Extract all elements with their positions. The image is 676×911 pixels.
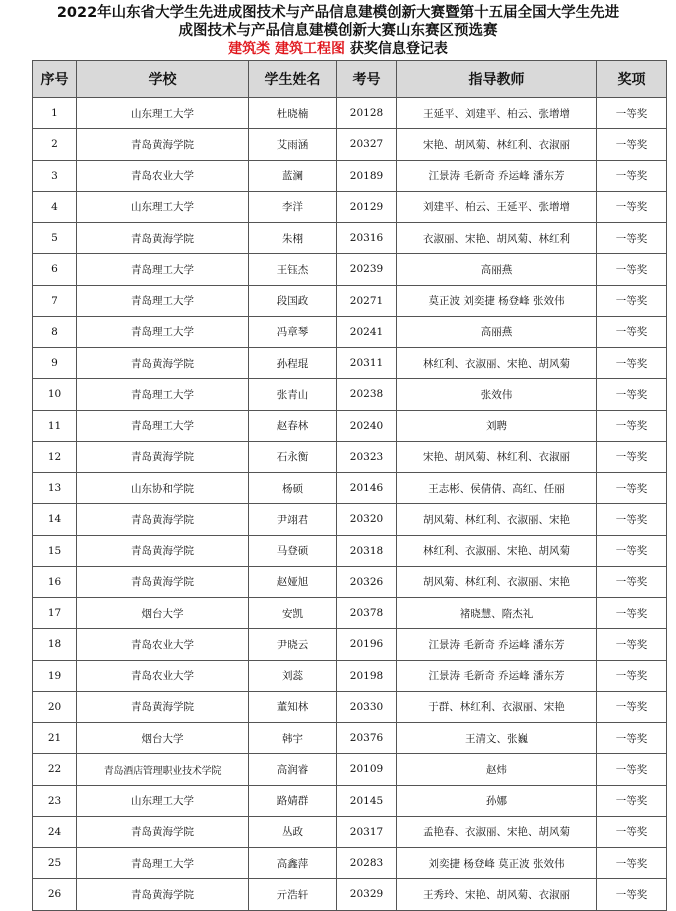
cell-student: 赵娅旭 (249, 566, 337, 597)
cell-index: 17 (33, 598, 77, 629)
cell-exam-no: 20316 (337, 223, 397, 254)
cell-index: 15 (33, 535, 77, 566)
cell-school: 山东理工大学 (77, 98, 249, 129)
cell-student: 丛政 (249, 816, 337, 847)
cell-advisors: 林红利、衣淑丽、宋艳、胡风菊 (397, 348, 597, 379)
cell-student: 高润睿 (249, 754, 337, 785)
cell-award: 一等奖 (597, 441, 667, 472)
cell-exam-no: 20239 (337, 254, 397, 285)
cell-student: 李洋 (249, 191, 337, 222)
cell-index: 8 (33, 316, 77, 347)
cell-school: 青岛酒店管理职业技术学院 (77, 754, 249, 785)
cell-exam-no: 20198 (337, 660, 397, 691)
table-row (33, 379, 667, 410)
cell-exam-no: 20271 (337, 285, 397, 316)
cell-student: 尹翊君 (249, 504, 337, 535)
cell-student: 路婧群 (249, 785, 337, 816)
cell-advisors: 胡风菊、林红利、衣淑丽、宋艳 (397, 504, 597, 535)
cell-school: 青岛黄海学院 (77, 129, 249, 160)
category-label: 建筑类 (228, 41, 271, 57)
cell-index: 2 (33, 129, 77, 160)
cell-exam-no: 20241 (337, 316, 397, 347)
column-header-school: 学校 (77, 61, 249, 98)
cell-school: 青岛理工大学 (77, 379, 249, 410)
cell-student: 亓浩轩 (249, 879, 337, 910)
cell-index: 23 (33, 785, 77, 816)
cell-exam-no: 20330 (337, 691, 397, 722)
cell-exam-no: 20128 (337, 98, 397, 129)
cell-school: 青岛理工大学 (77, 285, 249, 316)
table-row (33, 504, 667, 535)
cell-advisors: 宋艳、胡风菊、林红利、衣淑丽 (397, 129, 597, 160)
cell-school: 青岛理工大学 (77, 316, 249, 347)
cell-advisors: 赵炜 (397, 754, 597, 785)
cell-award: 一等奖 (597, 285, 667, 316)
table-row (33, 754, 667, 785)
cell-student: 冯章琴 (249, 316, 337, 347)
cell-advisors: 林红利、衣淑丽、宋艳、胡风菊 (397, 535, 597, 566)
cell-exam-no: 20378 (337, 598, 397, 629)
cell-index: 1 (33, 98, 77, 129)
cell-exam-no: 20320 (337, 504, 397, 535)
cell-student: 张青山 (249, 379, 337, 410)
cell-exam-no: 20129 (337, 191, 397, 222)
cell-school: 青岛黄海学院 (77, 441, 249, 472)
cell-index: 16 (33, 566, 77, 597)
cell-school: 青岛理工大学 (77, 848, 249, 879)
cell-award: 一等奖 (597, 410, 667, 441)
award-table (32, 60, 667, 911)
cell-advisors: 莫正波 刘奕捷 杨登峰 张效伟 (397, 285, 597, 316)
cell-award: 一等奖 (597, 691, 667, 722)
cell-exam-no: 20327 (337, 129, 397, 160)
cell-school: 青岛黄海学院 (77, 504, 249, 535)
cell-index: 6 (33, 254, 77, 285)
cell-exam-no: 20283 (337, 848, 397, 879)
cell-award: 一等奖 (597, 816, 667, 847)
cell-award: 一等奖 (597, 723, 667, 754)
cell-index: 22 (33, 754, 77, 785)
cell-advisors: 孟艳春、衣淑丽、宋艳、胡风菊 (397, 816, 597, 847)
cell-advisors: 刘聘 (397, 410, 597, 441)
cell-student: 石永衡 (249, 441, 337, 472)
cell-award: 一等奖 (597, 879, 667, 910)
cell-advisors: 张效伟 (397, 379, 597, 410)
cell-advisors: 高丽燕 (397, 254, 597, 285)
cell-award: 一等奖 (597, 129, 667, 160)
cell-exam-no: 20311 (337, 348, 397, 379)
subcategory-label: 建筑工程图 (275, 41, 345, 57)
table-row (33, 348, 667, 379)
table-row (33, 691, 667, 722)
table-row (33, 191, 667, 222)
cell-school: 青岛农业大学 (77, 660, 249, 691)
cell-exam-no: 20318 (337, 535, 397, 566)
table-row (33, 629, 667, 660)
column-header-advisors: 指导教师 (397, 61, 597, 98)
cell-exam-no: 20238 (337, 379, 397, 410)
cell-school: 青岛黄海学院 (77, 348, 249, 379)
table-header-row (33, 61, 667, 98)
cell-award: 一等奖 (597, 379, 667, 410)
cell-index: 20 (33, 691, 77, 722)
cell-school: 青岛黄海学院 (77, 691, 249, 722)
cell-school: 烟台大学 (77, 598, 249, 629)
cell-award: 一等奖 (597, 160, 667, 191)
page-title-line-1: 2022年山东省大学生先进成图技术与产品信息建模创新大赛暨第十五届全国大学生先进 (56, 5, 620, 21)
cell-award: 一等奖 (597, 785, 667, 816)
cell-index: 24 (33, 816, 77, 847)
cell-award: 一等奖 (597, 223, 667, 254)
cell-advisors: 王延平、刘建平、柏云、张增增 (397, 98, 597, 129)
cell-exam-no: 20189 (337, 160, 397, 191)
cell-school: 青岛理工大学 (77, 410, 249, 441)
cell-award: 一等奖 (597, 316, 667, 347)
cell-index: 19 (33, 660, 77, 691)
cell-school: 青岛理工大学 (77, 254, 249, 285)
cell-award: 一等奖 (597, 473, 667, 504)
cell-student: 王钰杰 (249, 254, 337, 285)
cell-index: 4 (33, 191, 77, 222)
cell-student: 赵春林 (249, 410, 337, 441)
cell-exam-no: 20196 (337, 629, 397, 660)
cell-advisors: 江景涛 毛新奇 乔运峰 潘东芳 (397, 629, 597, 660)
cell-award: 一等奖 (597, 348, 667, 379)
table-row (33, 316, 667, 347)
table-row (33, 848, 667, 879)
cell-award: 一等奖 (597, 535, 667, 566)
cell-school: 青岛黄海学院 (77, 566, 249, 597)
cell-student: 尹晓云 (249, 629, 337, 660)
cell-advisors: 孙娜 (397, 785, 597, 816)
table-row (33, 566, 667, 597)
cell-award: 一等奖 (597, 504, 667, 535)
cell-school: 青岛黄海学院 (77, 816, 249, 847)
cell-advisors: 宋艳、胡风菊、林红利、衣淑丽 (397, 441, 597, 472)
table-row (33, 660, 667, 691)
cell-advisors: 刘奕捷 杨登峰 莫正波 张效伟 (397, 848, 597, 879)
cell-index: 3 (33, 160, 77, 191)
cell-student: 杜晓楠 (249, 98, 337, 129)
cell-student: 董知林 (249, 691, 337, 722)
cell-index: 11 (33, 410, 77, 441)
cell-award: 一等奖 (597, 254, 667, 285)
table-row (33, 598, 667, 629)
cell-advisors: 江景涛 毛新奇 乔运峰 潘东芳 (397, 660, 597, 691)
table-row (33, 441, 667, 472)
cell-index: 7 (33, 285, 77, 316)
table-row (33, 285, 667, 316)
cell-exam-no: 20326 (337, 566, 397, 597)
cell-index: 10 (33, 379, 77, 410)
table-row (33, 223, 667, 254)
cell-index: 12 (33, 441, 77, 472)
form-name: 获奖信息登记表 (349, 41, 448, 57)
cell-student: 杨硕 (249, 473, 337, 504)
cell-student: 安凯 (249, 598, 337, 629)
cell-award: 一等奖 (597, 598, 667, 629)
cell-student: 艾雨涵 (249, 129, 337, 160)
cell-exam-no: 20240 (337, 410, 397, 441)
table-row (33, 816, 667, 847)
cell-index: 9 (33, 348, 77, 379)
cell-advisors: 刘建平、柏云、王延平、张增增 (397, 191, 597, 222)
cell-index: 26 (33, 879, 77, 910)
cell-advisors: 王秀玲、宋艳、胡风菊、衣淑丽 (397, 879, 597, 910)
table-row (33, 129, 667, 160)
cell-advisors: 江景涛 毛新奇 乔运峰 潘东芳 (397, 160, 597, 191)
cell-award: 一等奖 (597, 754, 667, 785)
cell-exam-no: 20323 (337, 441, 397, 472)
cell-student: 马登硕 (249, 535, 337, 566)
cell-award: 一等奖 (597, 98, 667, 129)
cell-advisors: 王清文、张巍 (397, 723, 597, 754)
column-header-exam-no: 考号 (337, 61, 397, 98)
page-title-line-3 (0, 40, 676, 58)
column-header-index: 序号 (33, 61, 77, 98)
table-row (33, 254, 667, 285)
column-header-award: 奖项 (597, 61, 667, 98)
cell-student: 高鑫萍 (249, 848, 337, 879)
table-row (33, 473, 667, 504)
cell-school: 青岛黄海学院 (77, 879, 249, 910)
table-row (33, 98, 667, 129)
cell-school: 青岛黄海学院 (77, 535, 249, 566)
cell-award: 一等奖 (597, 566, 667, 597)
cell-advisors: 王志彬、侯倩倩、高红、任丽 (397, 473, 597, 504)
cell-advisors: 高丽燕 (397, 316, 597, 347)
cell-student: 刘蕊 (249, 660, 337, 691)
cell-award: 一等奖 (597, 660, 667, 691)
cell-student: 段国政 (249, 285, 337, 316)
cell-student: 朱栩 (249, 223, 337, 254)
cell-index: 13 (33, 473, 77, 504)
cell-advisors: 褚晓慧、隋杰礼 (397, 598, 597, 629)
cell-student: 孙程琨 (249, 348, 337, 379)
cell-exam-no: 20376 (337, 723, 397, 754)
cell-school: 烟台大学 (77, 723, 249, 754)
cell-index: 18 (33, 629, 77, 660)
cell-school: 山东理工大学 (77, 191, 249, 222)
cell-school: 青岛农业大学 (77, 160, 249, 191)
cell-school: 青岛农业大学 (77, 629, 249, 660)
cell-exam-no: 20109 (337, 754, 397, 785)
table-row (33, 410, 667, 441)
table-row (33, 879, 667, 910)
cell-school: 山东协和学院 (77, 473, 249, 504)
cell-exam-no: 20145 (337, 785, 397, 816)
cell-school: 山东理工大学 (77, 785, 249, 816)
cell-advisors: 胡风菊、林红利、衣淑丽、宋艳 (397, 566, 597, 597)
cell-advisors: 于群、林红利、衣淑丽、宋艳 (397, 691, 597, 722)
table-body (33, 98, 667, 911)
cell-index: 21 (33, 723, 77, 754)
cell-advisors: 衣淑丽、宋艳、胡风菊、林红利 (397, 223, 597, 254)
cell-school: 青岛黄海学院 (77, 223, 249, 254)
table-row (33, 785, 667, 816)
cell-exam-no: 20329 (337, 879, 397, 910)
table-row (33, 723, 667, 754)
cell-award: 一等奖 (597, 629, 667, 660)
cell-index: 14 (33, 504, 77, 535)
cell-exam-no: 20317 (337, 816, 397, 847)
cell-exam-no: 20146 (337, 473, 397, 504)
cell-index: 5 (33, 223, 77, 254)
column-header-student: 学生姓名 (249, 61, 337, 98)
cell-index: 25 (33, 848, 77, 879)
table-row (33, 535, 667, 566)
table-row (33, 160, 667, 191)
page-title-line-2: 成图技术与产品信息建模创新大赛山东赛区预选赛 (178, 23, 498, 39)
cell-award: 一等奖 (597, 848, 667, 879)
cell-student: 韩宇 (249, 723, 337, 754)
cell-award: 一等奖 (597, 191, 667, 222)
cell-student: 蓝澜 (249, 160, 337, 191)
